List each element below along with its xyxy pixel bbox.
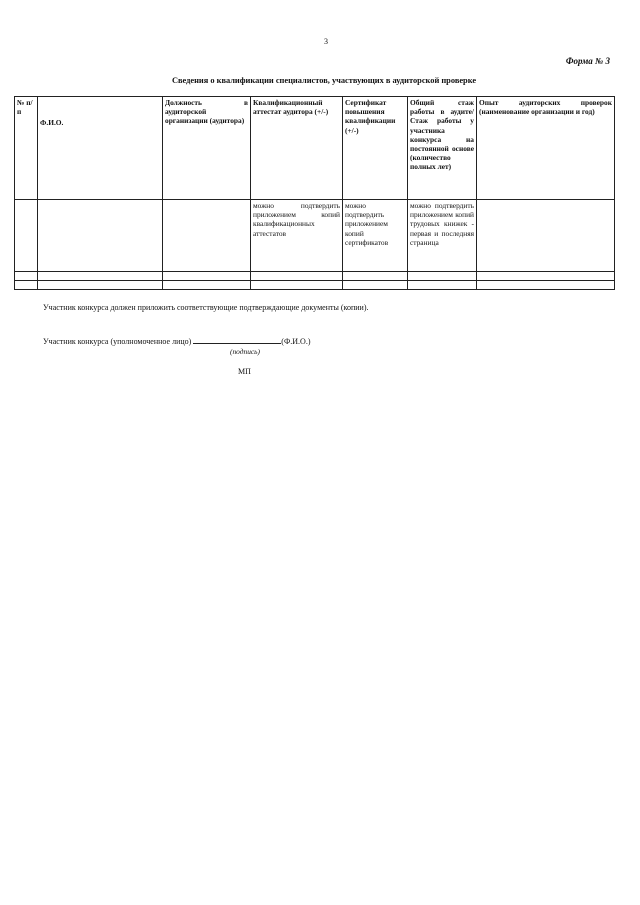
table-row (15, 281, 615, 290)
header-attestat: Квалификационный аттестат аудитора (+/-) (251, 97, 343, 200)
signature-blank (193, 335, 281, 344)
empty-cell (15, 272, 38, 281)
empty-cell (163, 281, 251, 290)
participant-note: Участник конкурса должен приложить соответствующие подтверждающие документы (копии). (43, 303, 369, 312)
signature-line (43, 335, 311, 346)
empty-cell (15, 281, 38, 290)
table-row (15, 200, 615, 272)
header-num: № п/п (15, 97, 38, 200)
empty-cell (38, 281, 163, 290)
signature-suffix: (Ф.И.О.) (281, 337, 311, 346)
cell-fio (38, 200, 163, 272)
specialists-table (14, 96, 615, 290)
table-row (15, 272, 615, 281)
empty-cell (477, 281, 615, 290)
signature-caption: (подпись) (230, 347, 260, 356)
header-audits: Опыт аудиторских проверок (наименование организации и год) (477, 97, 615, 200)
header-position: Должность в аудиторской организации (аудитора) (163, 97, 251, 200)
empty-cell (408, 272, 477, 281)
empty-cell (343, 281, 408, 290)
empty-cell (251, 281, 343, 290)
empty-cell (408, 281, 477, 290)
empty-cell (343, 272, 408, 281)
page-number: 3 (324, 37, 328, 46)
signature-prefix: Участник конкурса (уполномоченное лицо) (43, 337, 192, 346)
cell-audits (477, 200, 615, 272)
stamp-label: МП (238, 367, 251, 376)
note-attestat: можно подтвердить приложением копий квалификационных аттестатов (251, 200, 343, 272)
empty-cell (251, 272, 343, 281)
empty-cell (477, 272, 615, 281)
header-fio: Ф.И.О. (38, 97, 163, 200)
form-label: Форма № 3 (565, 56, 610, 66)
cell-num (15, 200, 38, 272)
header-experience: Общий стаж работы в аудите/Стаж работы у участника конкурса на постоянной основе (количество полных лет) (408, 97, 477, 200)
empty-cell (163, 272, 251, 281)
note-experience: можно подтвердить приложением копий трудовых книжек - первая и последняя страница (408, 200, 477, 272)
header-certificate: Сертификат повышения квалификации (+/-) (343, 97, 408, 200)
document-title: Сведения о квалификации специалистов, участвующих в аудиторской проверке (171, 76, 477, 85)
cell-position (163, 200, 251, 272)
table-header-row (15, 97, 615, 200)
note-certificate: можно подтвердить приложением копий сертификатов (343, 200, 408, 272)
empty-cell (38, 272, 163, 281)
